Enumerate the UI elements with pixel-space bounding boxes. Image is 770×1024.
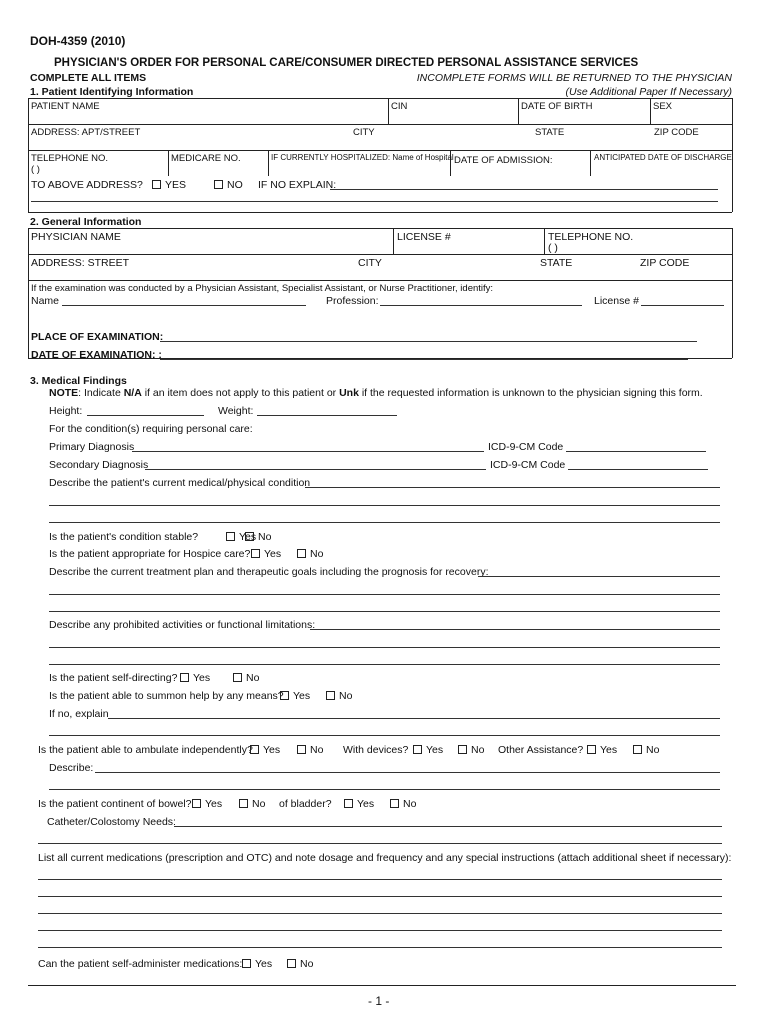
cin-label: CIN (391, 101, 408, 112)
treatment-plan-label: Describe the current treatment plan and therapeutic goals including the prognosis for recovery: (49, 566, 489, 578)
hospice-no-option[interactable] (297, 548, 323, 560)
checkbox-icon[interactable] (297, 549, 306, 558)
note-unk: Unk (339, 387, 359, 399)
summon-explain-line[interactable] (108, 718, 720, 719)
secondary-icd-line[interactable] (568, 469, 708, 470)
incomplete-forms-note: INCOMPLETE FORMS WILL BE RETURNED TO THE PHYSICIAN (416, 72, 732, 84)
admission-date-label: DATE OF ADMISSION: (454, 155, 553, 166)
checkbox-icon[interactable] (287, 959, 296, 968)
section2-heading: 2. General Information (30, 216, 142, 228)
place-of-exam-text: PLACE OF EXAMINATION (31, 331, 160, 343)
patient-address-label: ADDRESS: APT/STREET (31, 127, 141, 138)
catheter-label: Catheter/Colostomy Needs: (47, 816, 176, 828)
license-input[interactable] (397, 242, 539, 253)
examiner-license-line[interactable] (641, 305, 724, 306)
sex-input[interactable] (653, 112, 728, 123)
medications-line-4[interactable] (38, 930, 722, 931)
self-admin-no-option[interactable] (287, 958, 313, 970)
patient-address-input[interactable] (31, 138, 726, 149)
checkbox-icon[interactable] (214, 180, 223, 189)
medications-label: List all current medications (prescription and OTC) and note dosage and frequency and any special instructions (attach additional sheet if necessary): (38, 852, 732, 864)
form-id: DOH-4359 (2010) (30, 34, 126, 48)
secondary-diagnosis-line[interactable] (145, 469, 486, 470)
catheter-line-2[interactable] (38, 843, 722, 844)
hospital-label: IF CURRENTLY HOSPITALIZED: Name of Hospital (271, 153, 454, 162)
describe-condition-line[interactable] (305, 487, 720, 488)
checkbox-icon[interactable] (326, 691, 335, 700)
no-label: No (403, 798, 417, 810)
patient-city-label: CITY (353, 127, 375, 138)
examiner-license-label: License # (594, 295, 639, 307)
checkbox-icon[interactable] (226, 532, 235, 541)
describe-condition-label: Describe the patient's current medical/physical condition (49, 477, 311, 489)
checkbox-icon[interactable] (458, 745, 467, 754)
no-label: No (246, 672, 260, 684)
ambulate-describe-line-2[interactable] (49, 789, 720, 790)
ambulate-describe-line[interactable] (95, 772, 720, 773)
page-number: - 1 - (368, 994, 390, 1008)
note-part-a: : Indicate (78, 387, 124, 399)
summon-help-question: Is the patient able to summon help by any means? (49, 690, 284, 702)
note-text (49, 387, 703, 399)
no-label: No (258, 531, 272, 543)
medications-line-1[interactable] (38, 879, 722, 880)
physician-state-label: STATE (540, 257, 573, 269)
explain-line-2[interactable] (31, 201, 718, 202)
prohibited-activities-label: Describe any prohibited activities or functional limitations: (49, 619, 316, 631)
treatment-plan-line-3[interactable] (49, 611, 720, 612)
treatment-plan-line[interactable] (478, 576, 720, 577)
summon-no-option[interactable] (326, 690, 352, 702)
primary-icd-line[interactable] (566, 451, 706, 452)
self-directing-yes-option[interactable] (180, 672, 210, 684)
prohibited-activities-line[interactable] (310, 629, 720, 630)
primary-diagnosis-label: Primary Diagnosis (49, 441, 135, 453)
if-no-explain-summon-label: If no, explain (49, 708, 109, 720)
note-part-c: if the requested information is unknown to the physician signing this form. (358, 387, 703, 399)
no-label: No (310, 548, 324, 560)
stable-no-option-label[interactable] (245, 531, 271, 543)
telephone-area-code[interactable]: ( ) (31, 164, 40, 175)
checkbox-icon[interactable] (245, 532, 254, 541)
other-assistance-label: Other Assistance? (498, 744, 584, 756)
yes-label: Yes (293, 690, 311, 702)
yes-label: Yes (426, 744, 444, 756)
medications-line-2[interactable] (38, 896, 722, 897)
yes-label: YES (165, 179, 187, 191)
explain-line[interactable] (330, 189, 718, 190)
if-no-explain-label: IF NO EXPLAIN: (258, 179, 337, 191)
physician-name-input[interactable] (31, 242, 386, 253)
bladder-yes-option[interactable] (344, 798, 374, 810)
ambulate-no-option[interactable] (297, 744, 323, 756)
ambulate-describe-label: Describe: (49, 762, 94, 774)
stable-question: Is the patient's condition stable? (49, 531, 199, 543)
form-title: PHYSICIAN'S ORDER FOR PERSONAL CARE/CONSUMER DIRECTED PERSONAL ASSISTANCE SERVICES (54, 57, 639, 69)
section1-heading: 1. Patient Identifying Information (30, 86, 194, 98)
physician-address-input[interactable] (31, 268, 726, 279)
physician-name-label: PHYSICIAN NAME (31, 231, 121, 243)
to-above-address-label: TO ABOVE ADDRESS? (31, 179, 143, 191)
other-yes-option[interactable] (587, 744, 617, 756)
checkbox-icon[interactable] (390, 799, 399, 808)
profession-line[interactable] (380, 305, 582, 306)
checkbox-icon[interactable] (152, 180, 161, 189)
weight-line[interactable] (257, 415, 397, 416)
examiner-name-label: Name (31, 295, 60, 307)
no-label: No (310, 744, 324, 756)
yes-label: Yes (264, 548, 282, 560)
checkbox-icon[interactable] (297, 745, 306, 754)
medicare-input[interactable] (171, 164, 265, 175)
dob-label: DATE OF BIRTH (521, 101, 593, 112)
bladder-label: of bladder? (279, 798, 332, 810)
examiner-name-line[interactable] (62, 305, 306, 306)
no-label: No (339, 690, 353, 702)
bowel-yes-option[interactable] (192, 798, 222, 810)
secondary-diagnosis-label: Secondary Diagnosis (49, 459, 149, 471)
self-directing-question: Is the patient self-directing? (49, 672, 178, 684)
prohibited-activities-line-3[interactable] (49, 664, 720, 665)
describe-condition-line-3[interactable] (49, 522, 720, 523)
date-of-exam-line[interactable] (160, 359, 688, 360)
checkbox-icon[interactable] (180, 673, 189, 682)
hospital-input[interactable] (271, 164, 447, 175)
patient-name-label: PATIENT NAME (31, 101, 100, 112)
checkbox-icon[interactable] (633, 745, 642, 754)
primary-diagnosis-line[interactable] (132, 451, 484, 452)
checkbox-icon[interactable] (250, 745, 259, 754)
no-label: NO (227, 179, 243, 191)
checkbox-icon[interactable] (344, 799, 353, 808)
hospice-question: Is the patient appropriate for Hospice care? (49, 548, 251, 560)
ambulate-yes-option[interactable] (250, 744, 280, 756)
yes-label: Yes (263, 744, 281, 756)
note-na: N/A (123, 387, 142, 399)
cin-input[interactable] (391, 112, 513, 123)
yes-label: Yes (600, 744, 618, 756)
other-no-option[interactable] (633, 744, 659, 756)
checkbox-icon[interactable] (413, 745, 422, 754)
continent-bowel-question: Is the patient continent of bowel? (38, 798, 192, 810)
patient-name-input[interactable] (31, 112, 381, 123)
telephone-label: TELEPHONE NO. (31, 153, 109, 164)
devices-no-option[interactable] (458, 744, 484, 756)
checkbox-icon[interactable] (239, 799, 248, 808)
self-administer-question: Can the patient self-administer medications: (38, 958, 243, 970)
no-label: No (300, 958, 314, 970)
checkbox-icon[interactable] (587, 745, 596, 754)
no-label: No (646, 744, 660, 756)
bowel-no-option[interactable] (239, 798, 265, 810)
summon-explain-line-2[interactable] (49, 735, 720, 736)
checkbox-icon[interactable] (233, 673, 242, 682)
medications-line-3[interactable] (38, 913, 722, 914)
checkbox-icon[interactable] (242, 959, 251, 968)
yes-label: Yes (205, 798, 223, 810)
physician-telephone-label: TELEPHONE NO. (548, 231, 634, 243)
profession-label: Profession: (326, 295, 379, 307)
ambulate-question: Is the patient able to ambulate independently? (38, 744, 253, 756)
describe-condition-line-2[interactable] (49, 505, 720, 506)
summon-yes-option[interactable] (280, 690, 310, 702)
patient-zip-label: ZIP CODE (654, 127, 699, 138)
prohibited-activities-line-2[interactable] (49, 647, 720, 648)
exam-conducted-label: If the examination was conducted by a Physician Assistant, Specialist Assistant, or Nurse Practitioner, identify: (31, 283, 494, 294)
catheter-line[interactable] (174, 826, 722, 827)
secondary-icd-label: ICD-9-CM Code (490, 459, 566, 471)
to-above-no-option[interactable] (214, 179, 243, 191)
primary-icd-label: ICD-9-CM Code (488, 441, 564, 453)
dob-input[interactable] (521, 112, 645, 123)
complete-all-items: COMPLETE ALL ITEMS (30, 72, 147, 84)
physician-address-label: ADDRESS: STREET (31, 257, 130, 269)
medicare-label: MEDICARE NO. (171, 153, 241, 164)
weight-label: Weight: (218, 405, 254, 417)
checkbox-icon[interactable] (280, 691, 289, 700)
physician-city-label: CITY (358, 257, 382, 269)
note-part-b: if an item does not apply to this patient or (141, 387, 340, 399)
height-label: Height: (49, 405, 83, 417)
additional-paper-note: (Use Additional Paper If Necessary) (565, 86, 732, 98)
self-admin-yes-option[interactable] (242, 958, 272, 970)
conditions-label: For the condition(s) requiring personal care: (49, 423, 253, 435)
self-directing-no-option[interactable] (233, 672, 259, 684)
to-above-yes-option[interactable] (152, 179, 186, 191)
place-of-exam-line[interactable] (160, 341, 697, 342)
section3-heading: 3. Medical Findings (30, 375, 127, 387)
with-devices-label: With devices? (343, 744, 409, 756)
physician-telephone-area[interactable]: ( ) (548, 242, 558, 254)
checkbox-icon[interactable] (251, 549, 260, 558)
treatment-plan-line-2[interactable] (49, 594, 720, 595)
yes-label: Yes (239, 531, 257, 543)
height-line[interactable] (87, 415, 204, 416)
footer-divider (28, 985, 736, 986)
note-label: NOTE (49, 387, 79, 399)
discharge-date-label: ANTICIPATED DATE OF DISCHARGE (594, 153, 732, 162)
sex-label: SEX (653, 101, 673, 112)
hospice-yes-option[interactable] (251, 548, 281, 560)
date-of-exam-text: DATE OF EXAMINATION: (31, 349, 156, 361)
yes-label: Yes (193, 672, 211, 684)
no-label: No (471, 744, 485, 756)
license-label: LICENSE # (397, 231, 451, 243)
yes-label: Yes (357, 798, 375, 810)
no-label: No (252, 798, 266, 810)
medications-line-5[interactable] (38, 947, 722, 948)
patient-state-label: STATE (535, 127, 565, 138)
bladder-no-option[interactable] (390, 798, 416, 810)
physician-zip-label: ZIP CODE (640, 257, 690, 269)
checkbox-icon[interactable] (192, 799, 201, 808)
place-of-exam-label: PLACE OF EXAMINATION: (31, 331, 164, 343)
date-of-exam-label: DATE OF EXAMINATION: : (31, 349, 162, 361)
yes-label: Yes (255, 958, 273, 970)
devices-yes-option[interactable] (413, 744, 443, 756)
discharge-date-input[interactable] (594, 164, 728, 175)
